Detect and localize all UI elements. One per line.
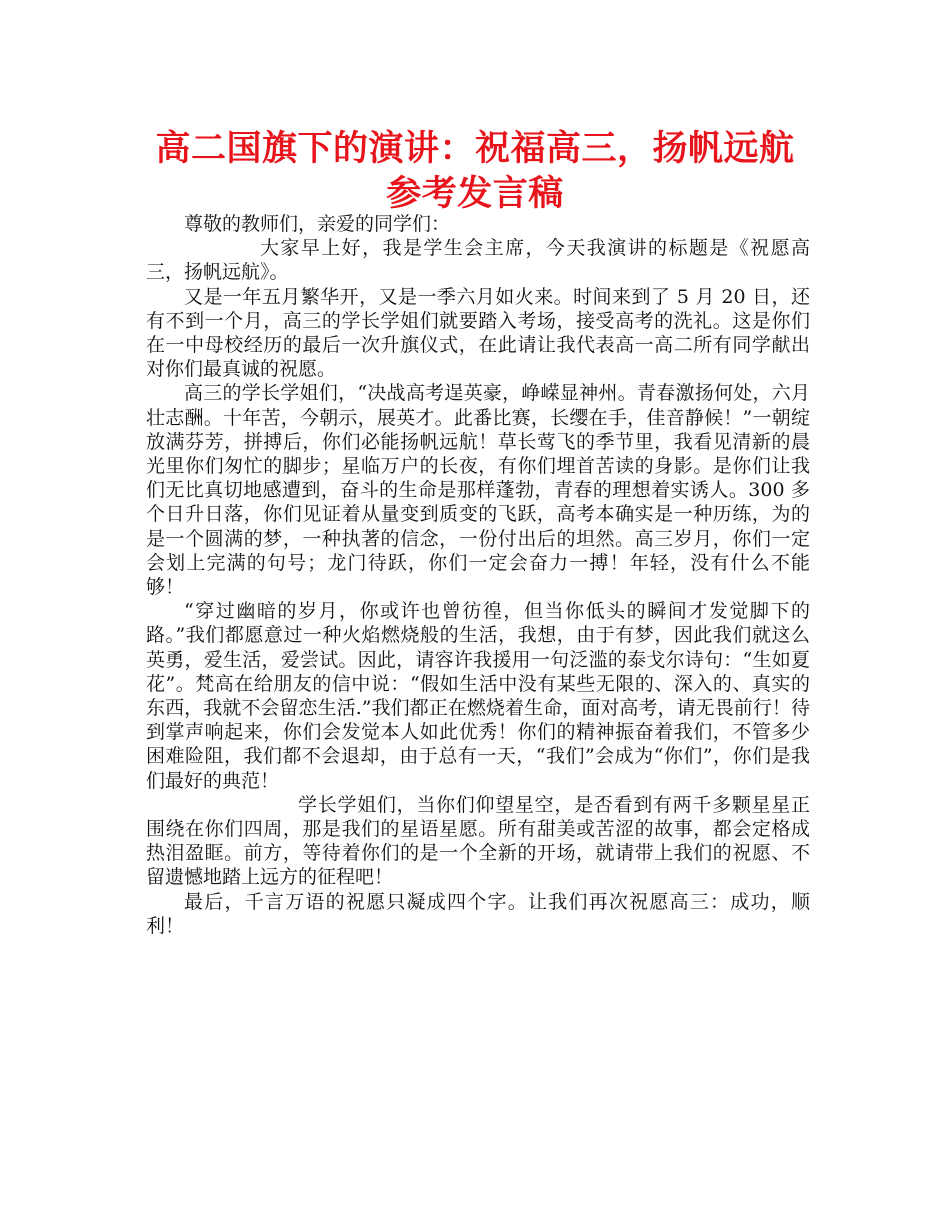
salutation-paragraph: 尊敬的教师们，亲爱的同学们： <box>184 213 451 235</box>
greeting-paragraph: 大家早上好，我是学生会主席，今天我演讲的标题是《祝愿高三，扬帆远航》。 <box>146 237 810 284</box>
body-paragraph: 学长学姐们，当你们仰望星空，是否看到有两千多颗星星正围绕在你们四周，那是我们的星语星愿。所有甜美或苦涩的故事，都会定格成热泪盈眶。前方，等待着你们的是一个全新的开场，就请带上我们的祝愿、不留遗憾地踏上远方的征程吧！ <box>146 793 810 889</box>
body-paragraph: 又是一年五月繁华开，又是一季六月如火来。时间来到了 5 月 20 日，还有不到一个月，高三的学长学姐们就要踏入考场，接受高考的洗礼。这是你们在一中母校经历的最后一次升旗仪式，在此请让我代表高一高二所有同学献出对你们最真诚的祝愿。 <box>146 285 810 381</box>
closing-paragraph: 最后，千言万语的祝愿只凝成四个字。让我们再次祝愿高三：成功，顺利！ <box>146 890 810 937</box>
speech-body <box>146 212 810 938</box>
body-paragraph: 高三的学长学姐们，“决战高考逞英豪，峥嵘显神州。青春激扬何处，六月壮志酬。十年苦，今朝示，展英才。此番比赛，长缨在手，佳音静候！”一朝绽放满芬芳，拼搏后，你们必能扬帆远航！草长莺飞的季节里，我看见清新的晨光里你们匆忙的脚步；星临万户的长夜，有你们埋首苦读的身影。是你们让我们无比真切地感遭到，奋斗的生命是那样蓬勃，青春的理想着实诱人。300 多个日升日落，你们见证着从量变到质变的飞跃，高考本确实是一种历练，为的是一个圆满的梦，一种执著的信念，一份付出后的坦然。高三岁月，你们一定会划上完满的句号；龙门待跃，你们一定会奋力一搏！年轻，没有什么不能够！ <box>146 382 810 599</box>
body-paragraph: “穿过幽暗的岁月，你或许也曾彷徨，但当你低头的瞬间才发觉脚下的路。”我们都愿意过一种火焰燃烧般的生活，我想，由于有梦，因此我们就这么英勇，爱生活，爱尝试。因此，请容许我援用一句泛滥的泰戈尔诗句：“生如夏花”。梵高在给朋友的信中说：“假如生活中没有某些无限的、深入的、真实的东西，我就不会留恋生活.”我们都正在燃烧着生命，面对高考，请无畏前行！待到掌声响起来，你们会发觉本人如此优秀！你们的精神振奋着我们，不管多少困难险阻，我们都不会退却，由于总有一天，“我们”会成为“你们”，你们是我们最好的典范！ <box>146 600 810 792</box>
document-title-line-1: 高二国旗下的演讲：祝福高三，扬帆远航 <box>155 129 795 169</box>
document-title-line-2: 参考发言稿 <box>386 174 564 214</box>
